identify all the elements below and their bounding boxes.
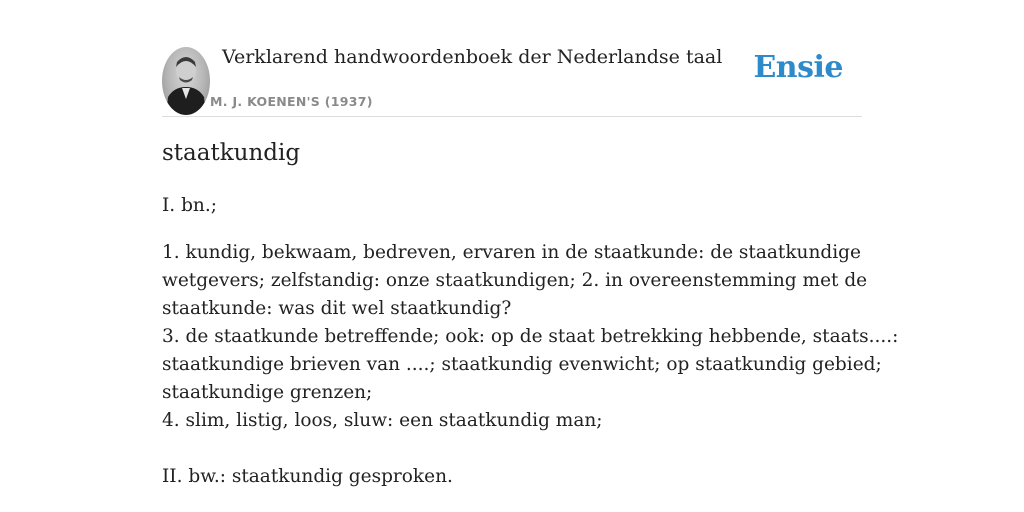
book-edition-subtitle: M. J. KOENEN'S (1937) <box>210 94 373 109</box>
definition-line: 1. kundig, bekwaam, bedreven, ervaren in de staatkunde: de staatkundige <box>162 242 861 263</box>
dictionary-header <box>162 40 862 117</box>
entry-headword: staatkundig <box>162 140 301 166</box>
part-of-speech-adjective: I. bn.; <box>162 195 217 216</box>
definition-line: 4. slim, listig, loos, sluw: een staatkundig man; <box>162 410 603 431</box>
definition-line: staatkundige grenzen; <box>162 382 373 403</box>
definition-line: wetgevers; zelfstandig: onze staatkundigen; 2. in overeenstemming met de <box>162 270 868 291</box>
definition-line: 3. de staatkunde betreffende; ook: op de staat betrekking hebbende, staats....: <box>162 326 899 347</box>
author-portrait-icon <box>162 47 210 115</box>
book-title: Verklarend handwoordenboek der Nederlandse taal <box>222 46 723 68</box>
definition-line: staatkunde: was dit wel staatkundig? <box>162 298 512 319</box>
part-of-speech-adverb: II. bw.: staatkundig gesproken. <box>162 466 453 487</box>
definition-line: staatkundige brieven van ....; staatkundig evenwicht; op staatkundig gebied; <box>162 354 882 375</box>
ensie-logo-link[interactable]: Ensie <box>753 50 843 85</box>
